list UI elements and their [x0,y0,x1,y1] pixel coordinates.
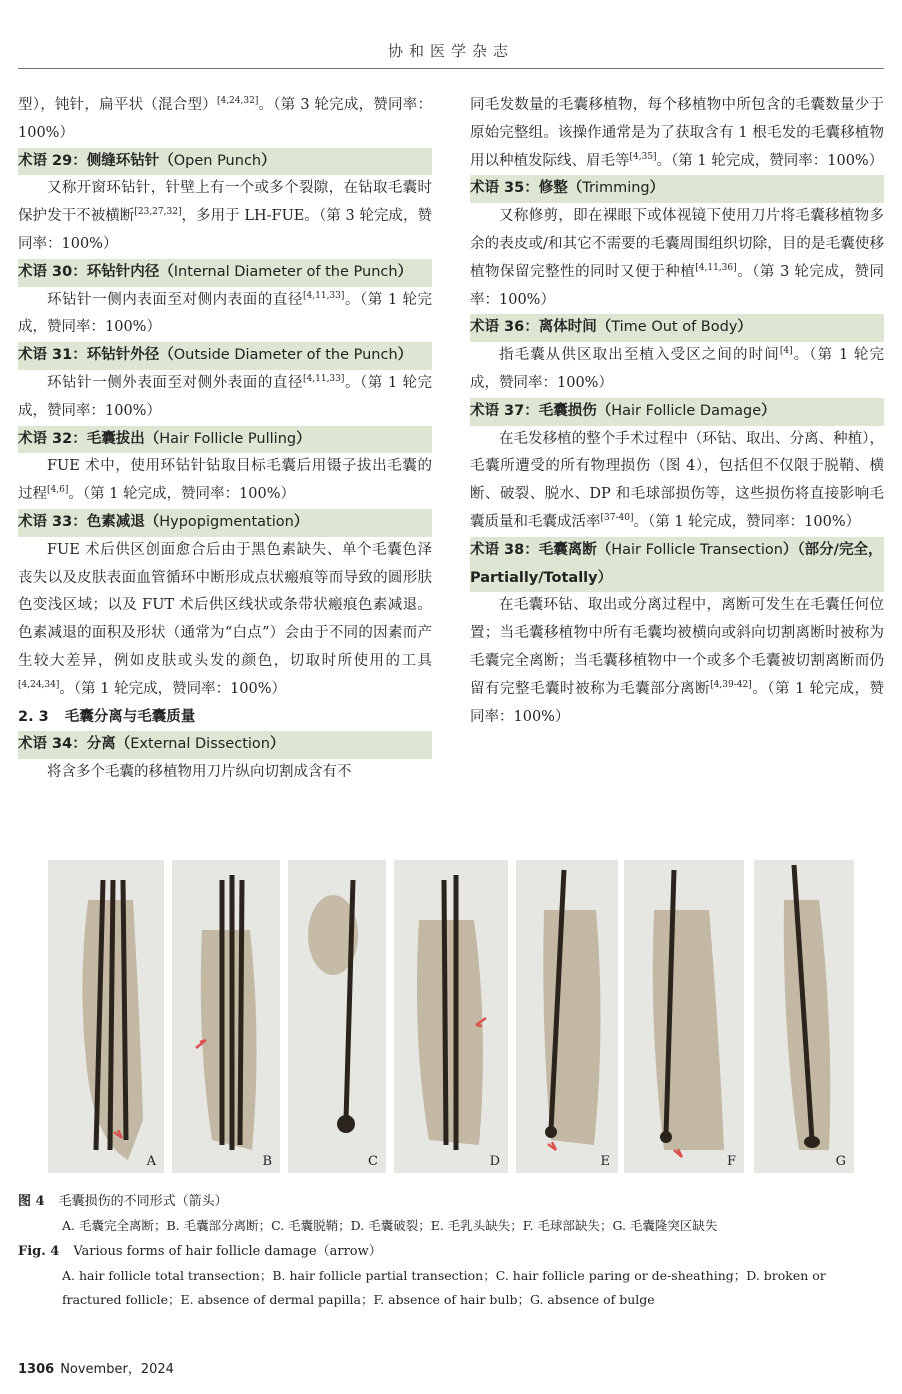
text: 。（第 1 轮完成，赞同率：100%） [656,152,884,169]
term-english: Hair Follicle Damage [611,402,762,419]
journal-title: 协和医学杂志 [387,42,514,60]
citation: [4,11,33] [303,290,345,301]
term-close: ） [296,430,311,447]
term-english: External Dissection [130,736,270,753]
section-title: 毛囊分离与毛囊质量 [64,708,196,725]
citation: [23,27,32] [134,207,182,218]
panel-label: C [368,1154,378,1169]
caption-title: Various forms of hair follicle damage（arrow） [73,1244,382,1259]
text: 同毛发数量的毛囊移植物，每个移植物中所包含的毛囊数量少于原始完整组。该操作通常是为了获取含有 1 根毛发的毛囊移植物用以种植发际线、眉毛等 [470,97,884,169]
text: 又称修剪，即在裸眼下或体视镜下使用刀片将毛囊移植物多余的表皮或/和其它不需要的毛囊周围组织切除，目的是毛囊使移植物保留完整性的同时又便于种植 [470,208,884,280]
term-label: 术语 37：毛囊损伤（ [470,402,612,419]
text: 在毛囊环钻、取出或分离过程中，离断可发生在毛囊任何位置；当毛囊移植物中所有毛囊均被横向或斜向切割离断时被称为毛囊完全离断；当毛囊移植物中一个或多个毛囊被切割离断而仍留有完整毛囊时被称为毛囊部分离断 [470,597,884,697]
header-rule [18,68,884,69]
term-32-heading [18,426,432,454]
term-close: ） [649,180,665,197]
term-label: 术语 35：修整（ [470,180,583,197]
citation: [4,35] [629,151,657,162]
citation: [4] [779,346,793,357]
follicle-image-d [394,860,508,1173]
term-english: Time Out of Body [611,319,738,336]
term-37-definition [470,426,884,537]
caption-label: 图 4 [18,1194,45,1209]
term-english: Outside Diameter of the Punch [173,347,398,364]
term-close: ） [761,402,776,419]
figure-panel-d [394,860,508,1173]
figure-panel-a [48,860,164,1173]
text: 。（第 1 轮完成，赞同率：100%） [470,680,885,725]
page-footer [18,1358,174,1377]
term-english: Internal Diameter of the Punch [173,263,398,280]
term-english: Trimming [582,180,650,197]
citation: [37-40] [600,513,634,524]
term-35-heading [470,175,884,203]
left-column [18,92,432,787]
term-close: ） [737,319,752,336]
follicle-image-f [624,860,744,1173]
issue-date: November，2024 [60,1362,174,1377]
term-label: 术语 29：侧缝环钻针（ [18,152,174,169]
text: 。（第 1 轮完成，赞同率：100%） [18,291,432,336]
follicle-image-g [754,860,854,1173]
panel-label: B [262,1154,272,1169]
caption-label: Fig. 4 [18,1244,60,1259]
term-english: Hypopigmentation [159,513,294,530]
text: 。（第 1 轮完成，赞同率：100%） [633,513,861,530]
citation: [4,11,36] [695,262,737,273]
term-english: Hair Follicle Pulling [159,430,297,447]
citation: [4,11,33] [303,374,345,385]
citation: [4,6] [47,485,69,496]
figure-panel-f [624,860,744,1173]
text: 。（第 3 轮完成，赞同率：100%） [18,97,432,141]
term-30-definition [18,287,432,343]
figure-panel-c [288,860,386,1173]
text: FUE 术中，使用环钻针钻取目标毛囊后用镊子拔出毛囊的过程 [18,458,432,503]
figure-caption-en [18,1240,884,1264]
term-32-definition [18,453,432,509]
citation: [4,24,32] [216,96,259,107]
term-close: ） [397,263,413,280]
text: 又称开窗环钻针，针壁上有一个或多个裂隙，在钻取毛囊时保护发干不被横断 [18,180,432,225]
term-30-heading [18,259,432,287]
text: ，多用于 LH-FUE。（第 3 轮完成，赞同率：100%） [18,208,433,252]
follicle-image-a [48,860,164,1173]
term-29-heading [18,148,432,176]
panel-label: E [600,1154,610,1169]
text: 。（第 1 轮完成，赞同率：100%） [18,374,432,419]
term-34-definition-start [18,759,432,787]
term-34-heading [18,731,432,759]
follicle-image-b [172,860,280,1173]
text: 型），钝针，扁平状（混合型） [18,97,217,113]
term-36-heading [470,314,884,342]
section-heading [18,704,432,732]
term-close: ） [397,347,413,364]
term-english: Hair Follicle Transection [611,541,783,558]
term-english: Open Punch [173,152,262,169]
figure-panel-g [754,860,854,1173]
term-label: 术语 32：毛囊拔出（ [18,430,160,447]
term-33-definition [18,537,432,704]
term-label: 术语 36：离体时间（ [470,319,612,336]
term-33-heading [18,509,432,537]
term-29-definition [18,175,432,258]
follicle-image-e [516,860,618,1173]
right-column [470,92,884,731]
caption-title: 毛囊损伤的不同形式（箭头） [58,1194,228,1209]
text: 环钻针一侧外表面至对侧外表面的直径 [47,374,304,391]
term-label: 术语 30：环钻针内径（ [18,263,174,280]
paragraph-term28-tail [18,92,432,148]
figure-caption-en-items: A. hair follicle total transection；B. hair follicle partial transection；C. hair follicle paring or de-sheathing；D. broken or fractured follicle；E. absence of dermal papilla；F. absence of hair bulb；G. absence of bulge [62,1268,826,1307]
term-37-heading [470,398,884,426]
figure-panel-b [172,860,280,1173]
term-35-definition [470,203,884,314]
term-close: ） [293,513,309,530]
figure-caption-cn [18,1190,884,1214]
figure-panel-e [516,860,618,1173]
text: 指毛囊从供区取出至植入受区之间的时间 [499,347,780,364]
term-38-definition [470,592,884,731]
page-number: 1306 [18,1362,55,1377]
panel-label: A [146,1154,156,1169]
text: 在毛发移植的整个手术过程中（环钻、取出、分离、种植），毛囊所遭受的所有物理损伤（图 4），包括但不仅限于脱鞘、横断、破裂、脱水、DP 和毛球部损伤等，这些损伤将直接影响毛囊质量和毛囊成活率 [470,430,884,530]
term-36-definition [470,342,884,398]
citation: [4,39-42] [710,679,752,690]
term-31-definition [18,370,432,426]
text: 环钻针一侧内表面至对侧内表面的直径 [47,291,304,308]
term-label: 术语 33：色素减退（ [18,513,160,530]
term-close: ） [261,152,276,169]
panel-label: D [489,1154,500,1169]
figure-caption-cn-items: A. 毛囊完全离断；B. 毛囊部分离断；C. 毛囊脱鞘；D. 毛囊破裂；E. 毛乳头缺失；F. 毛球部缺失；G. 毛囊隆突区缺失 [62,1218,718,1233]
text: 。（第 1 轮完成，赞同率：100%） [68,486,295,503]
term-label: 术语 34：分离（ [18,736,131,753]
term-close: ）（部分/完全，Partially/Totally） [470,541,883,586]
term-31-heading [18,342,432,370]
section-number: 2. 3 [18,708,49,725]
follicle-image-c [288,860,386,1173]
citation: [4,24,34] [18,679,60,690]
term-label: 术语 38：毛囊离断（ [470,541,612,558]
panel-label: G [835,1154,846,1169]
term-close: ） [269,736,285,753]
term-34-definition-cont [470,92,884,175]
text: 。（第 1 轮完成，赞同率：100%） [59,680,287,697]
text: 将含多个毛囊的移植物用刀片纵向切割成含有不 [47,764,352,781]
text: 。（第 1 轮完成，赞同率：100%） [470,347,885,391]
text: 。（第 3 轮完成，赞同率：100%） [470,263,884,308]
panel-label: F [726,1154,736,1169]
term-label: 术语 31：环钻针外径（ [18,347,174,364]
text: FUE 术后供区创面愈合后由于黑色素缺失、单个毛囊色泽丧失以及皮肤表面血管循环中断形成点状瘢痕等而导致的圆形肤色变浅区域；以及 FUT 术后供区线状或条带状瘢痕色素减退。色素减退的面积及形状（通常为“白点”）会由于不同的因素而产生较大差异，例如皮肤或头发的颜色，切取时所使用的工具 [18,541,432,669]
term-38-heading [470,537,884,593]
